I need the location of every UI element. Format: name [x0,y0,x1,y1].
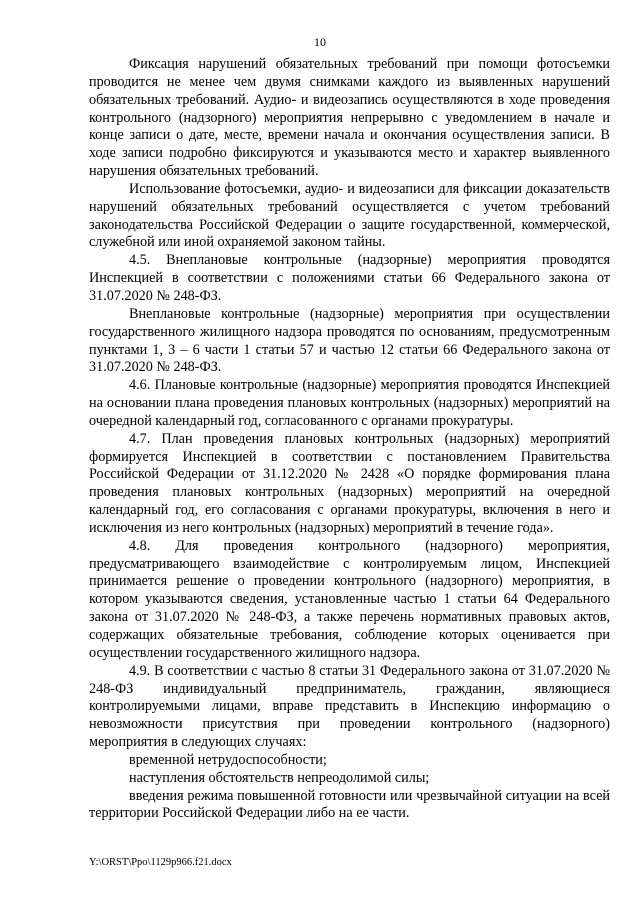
list-item-emergency: введения режима повышенной готовности или чрезвычайной ситуации на всей территории Российской Федерации либо на ее части. [89,787,610,822]
list-item-disability: временной нетрудоспособности; [129,751,327,768]
paragraph-4-6: 4.6. Плановые контрольные (надзорные) мероприятия проводятся Инспекцией на основании плана проведения плановых контрольных (надзорных) мероприятий на очередной календарный год, согласованного с органами прокуратуры. [89,377,610,429]
paragraph-media-usage: Использование фотосъемки, аудио- и видеозаписи для фиксации доказательств нарушений обязательных требований осуществляется с учетом требований законодательства Российской Федерации о защите государственной, коммерческой, служебной или иной охраняемой законом тайны. [89,180,610,251]
paragraph-unplanned-grounds: Внеплановые контрольные (надзорные) мероприятия при осуществлении государственного жилищного надзора проводятся по основаниям, предусмотренным пунктами 1, 3 – 6 части 1 статьи 57 и частью 12 статьи 66 Федерального закона от 31.07.2020 № 248-ФЗ. [89,305,610,376]
document-body [89,56,610,823]
list-item-force-majeure: наступления обстоятельств непреодолимой силы; [129,769,430,786]
paragraph-4-9: 4.9. В соответствии с частью 8 статьи 31 Федерального закона от 31.07.2020 № 248-ФЗ индивидуальный предприниматель, гражданин, являющиеся контролируемыми лицами, вправе представить в Инспекцию информацию о невозможности присутствия при проведении контрольного (надзорного) мероприятия в следующих случаях: [89,662,610,751]
page-number: 10 [314,35,326,49]
paragraph-4-5: 4.5. Внеплановые контрольные (надзорные) мероприятия проводятся Инспекцией в соответствии с положениями статьи 66 Федерального закона от 31.07.2020 № 248-ФЗ. [89,252,610,304]
footer-file-path: Y:\ORST\Ppo\1129p966.f21.docx [89,857,232,868]
paragraph-4-8: 4.8. Для проведения контрольного (надзорного) мероприятия, предусматривающего взаимодействие с контролируемым лицом, Инспекцией принимается решение о проведении контрольного (надзорного) мероприятия, в котором указываются сведения, установленные частью 1 статьи 64 Федерального закона от 31.07.2020 № 248-ФЗ, а также перечень нормативных правовых актов, содержащих обязательные требования, соблюдение которых оценивается при осуществлении государственного жилищного надзора. [89,537,610,661]
paragraph-4-7: 4.7. План проведения плановых контрольных (надзорных) мероприятий формируется Инспекцией в соответствии с постановлением Правительства Российской Федерации от 31.12.2020 № 2428 «О порядке формирования плана проведения плановых контрольных (надзорных) мероприятий на очередной календарный год, его согласования с органами прокуратуры, включения в него и исключения из него контрольных (надзорных) мероприятий в течение года». [89,430,610,536]
paragraph-photo-fixation: Фиксация нарушений обязательных требований при помощи фотосъемки проводится не менее чем двумя снимками каждого из выявленных нарушений обязательных требований. Аудио- и видеозапись осуществляются в ходе проведения контрольного (надзорного) мероприятия непрерывно с уведомлением в начале и конце записи о дате, месте, времени начала и окончания осуществления записи. В ходе записи подробно фиксируются и указываются место и характер выявленного нарушения обязательных требований. [89,56,610,180]
